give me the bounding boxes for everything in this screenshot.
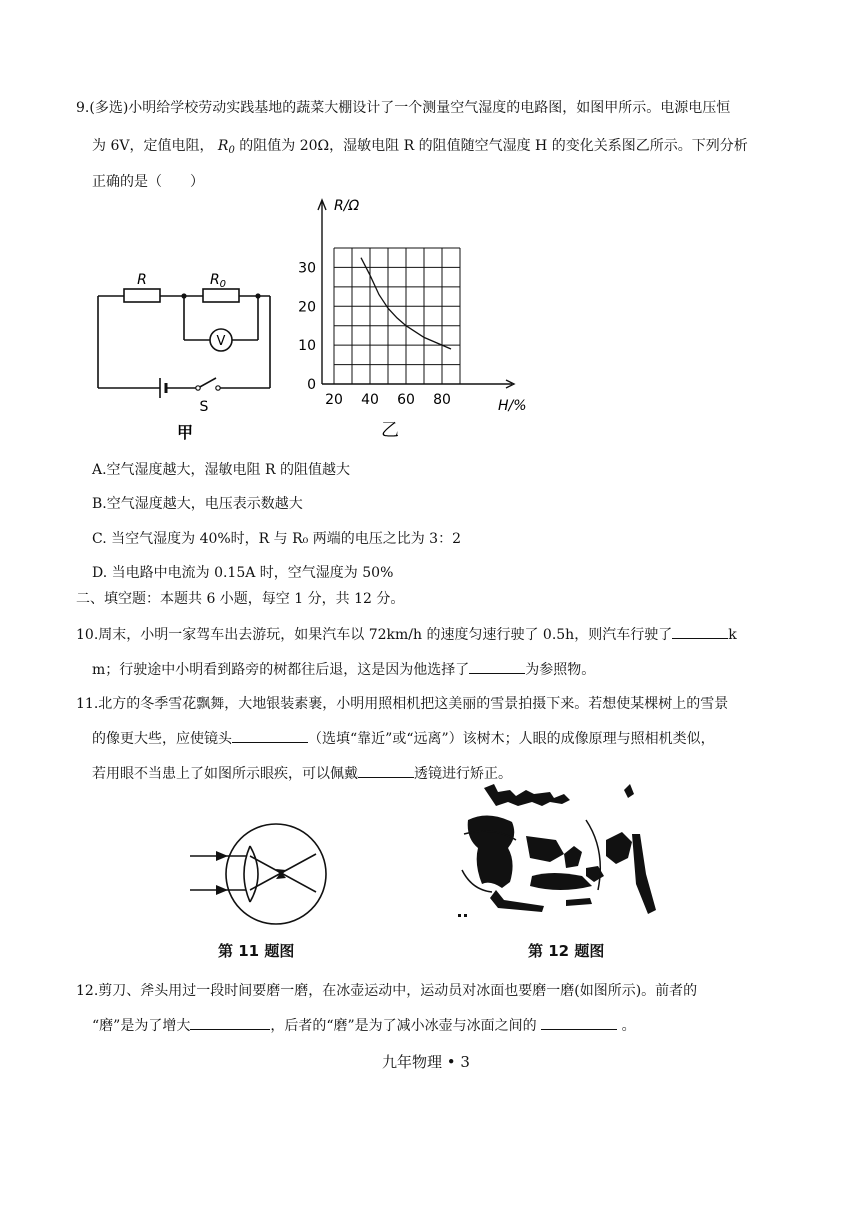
switch-label: S xyxy=(199,399,209,415)
voltmeter-label: V xyxy=(216,334,226,349)
x-tick-label: 40 xyxy=(361,392,379,408)
page-footer: 九年物理 • 3 xyxy=(382,1053,470,1071)
q9-line3: 正确的是（ ） xyxy=(92,174,204,190)
humidity-resistance-graph xyxy=(290,192,530,448)
curling-photo xyxy=(456,780,666,920)
r0-symbol: $R_0$ xyxy=(217,138,235,156)
q11-line2: 的像更大些，应使镜头 （选填“靠近”或“远离”）该树木；人眼的成像原理与照相机类似， xyxy=(92,728,715,749)
graph-caption: 乙 xyxy=(381,420,399,441)
y-axis-label: R/Ω xyxy=(334,198,360,214)
q10-blank-2[interactable] xyxy=(469,659,525,674)
x-tick-label: 20 xyxy=(325,392,343,408)
q9-option-b: B.空气湿度越大，电压表示数越大 xyxy=(92,496,303,512)
q11-blank-2[interactable] xyxy=(358,763,414,778)
q12-blank-2[interactable] xyxy=(541,1015,617,1030)
fig12-caption: 第 12 题图 xyxy=(528,942,605,960)
q11-blank-1[interactable] xyxy=(232,728,308,743)
q10-blank-1[interactable] xyxy=(672,624,728,639)
x-tick-label: 80 xyxy=(433,392,451,408)
q12-blank-1[interactable] xyxy=(190,1015,270,1030)
y-tick-label: 30 xyxy=(298,260,316,277)
q12-line2: “磨”是为了增大 ，后者的“磨”是为了减小冰壶与冰面之间的 。 xyxy=(92,1015,636,1036)
x-axis-label: H/% xyxy=(498,398,527,414)
q9-line2b: 的阻值为 20Ω，湿敏电阻 R 的阻值随空气湿度 H 的变化关系图乙所示。下列分析 xyxy=(239,138,748,154)
q9-option-a: A.空气湿度越大，湿敏电阻 R 的阻值越大 xyxy=(92,462,351,478)
section-heading: 二、填空题：本题共 6 小题，每空 1 分，共 12 分。 xyxy=(76,591,405,607)
q9-line1: 9.(多选)小明给学校劳动实践基地的蔬菜大棚设计了一个测量空气湿度的电路图，如图甲所示。电源电压恒 xyxy=(76,100,731,116)
q9-line2 xyxy=(92,136,748,161)
q11-line3: 若用眼不当患上了如图所示眼疾，可以佩戴 透镜进行矫正。 xyxy=(92,763,512,784)
q9-option-c: C. 当空气湿度为 40%时，R 与 R₀ 两端的电压之比为 3：2 xyxy=(92,531,461,547)
q11-line1: 11.北方的冬季雪花飘舞，大地银装素裹，小明用照相机把这美丽的雪景拍摄下来。若想使某棵树上的雪景 xyxy=(76,696,729,712)
q9-line2a: 为 6V，定值电阻， xyxy=(92,138,214,154)
q9-option-d: D. 当电路中电流为 0.15A 时，空气湿度为 50% xyxy=(92,565,394,581)
eye-diagram xyxy=(186,820,336,930)
x-tick-label: 60 xyxy=(397,392,415,408)
r-label: R xyxy=(137,272,147,288)
fig11-caption: 第 11 题图 xyxy=(218,942,295,960)
q12-line1: 12.剪刀、斧头用过一段时间要磨一磨，在冰壶运动中，运动员对冰面也要磨一磨(如图所示)。前者的 xyxy=(76,983,698,999)
q10-line1: 10.周末，小明一家驾车出去游玩，如果汽车以 72km/h 的速度匀速行驶了 0.5h，则汽车行驶了 k xyxy=(76,624,737,645)
q10-line2: m；行驶途中小明看到路旁的树都往后退，这是因为他选择了 为参照物。 xyxy=(92,659,595,680)
y-tick-label: 20 xyxy=(298,299,316,316)
y-tick-label: 10 xyxy=(298,338,316,355)
circuit-caption: 甲 xyxy=(176,423,194,442)
r0-label: $R_0$ xyxy=(209,272,227,290)
y-tick-label: 0 xyxy=(307,377,316,393)
circuit-diagram xyxy=(90,258,280,443)
